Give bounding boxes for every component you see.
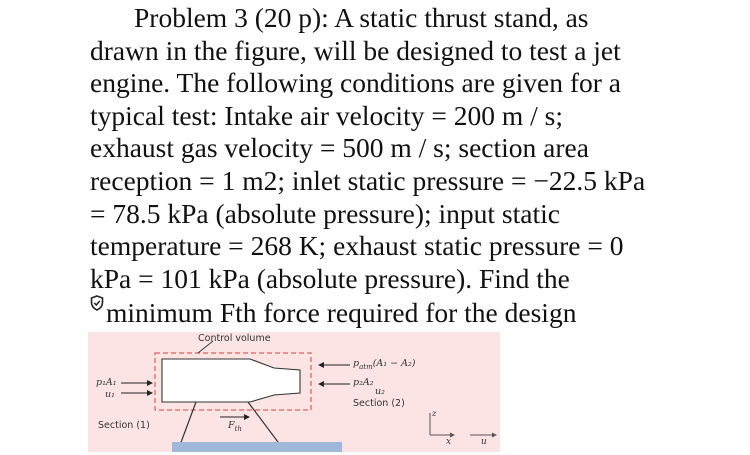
- problem-line: = 78.5 kPa (absolute pressure); input static: [90, 197, 560, 229]
- problem-line: drawn in the figure, will be designed to test a jet: [90, 34, 621, 66]
- thrust-arrow: [244, 414, 250, 420]
- inlet-velocity-arrow: [147, 390, 153, 396]
- atm-force-label: $p_{atm}(A_1 - A_2)$: [353, 358, 416, 371]
- ground: [172, 442, 342, 452]
- problem-line: reception = 1 m2; inlet static pressure = −22.5 kPa: [90, 164, 646, 196]
- problem-line: kPa = 101 kPa (absolute pressure). Find the: [90, 262, 570, 294]
- section1-label: Section (1): [98, 420, 150, 431]
- shield-check-icon[interactable]: [90, 295, 104, 311]
- problem-statement: [90, 2, 690, 330]
- atm-force-arrow: [318, 362, 324, 368]
- problem-line-last: [90, 295, 690, 330]
- axis-z-label: z: [432, 409, 437, 418]
- coordinate-axes: [420, 405, 510, 450]
- problem-line: typical test: Intake air velocity = 200 m / s;: [90, 99, 563, 131]
- control-volume-label: Control volume: [198, 333, 271, 344]
- problem-line: Problem 3 (20 p): A static thrust stand, as: [134, 2, 589, 33]
- problem-line: temperature = 268 K; exhaust static pressure = 0: [90, 230, 624, 262]
- section2-label: Section (2): [353, 398, 405, 409]
- problem-line: minimum Fth force required for the design: [106, 297, 577, 329]
- problem-line: exhaust gas velocity = 500 m / s; section area: [90, 132, 589, 164]
- exit-velocity-label: u₂: [375, 386, 385, 397]
- thrust-label: $F_{th}$: [228, 420, 242, 433]
- stand-leg-left: [180, 402, 196, 445]
- engine-body: [162, 359, 300, 402]
- inlet-force-label: p₁A₁: [96, 377, 117, 388]
- inlet-force-arrow: [147, 380, 153, 386]
- stand-leg-right: [248, 402, 278, 442]
- exit-force-arrow: [318, 381, 324, 387]
- axis-x-label: x: [446, 437, 452, 447]
- inlet-velocity-label: u₁: [105, 389, 115, 400]
- problem-line: engine. The following conditions are given for a: [90, 67, 622, 99]
- exit-force-label: p₂A₂: [353, 377, 374, 388]
- axis-u-label: u: [481, 437, 487, 447]
